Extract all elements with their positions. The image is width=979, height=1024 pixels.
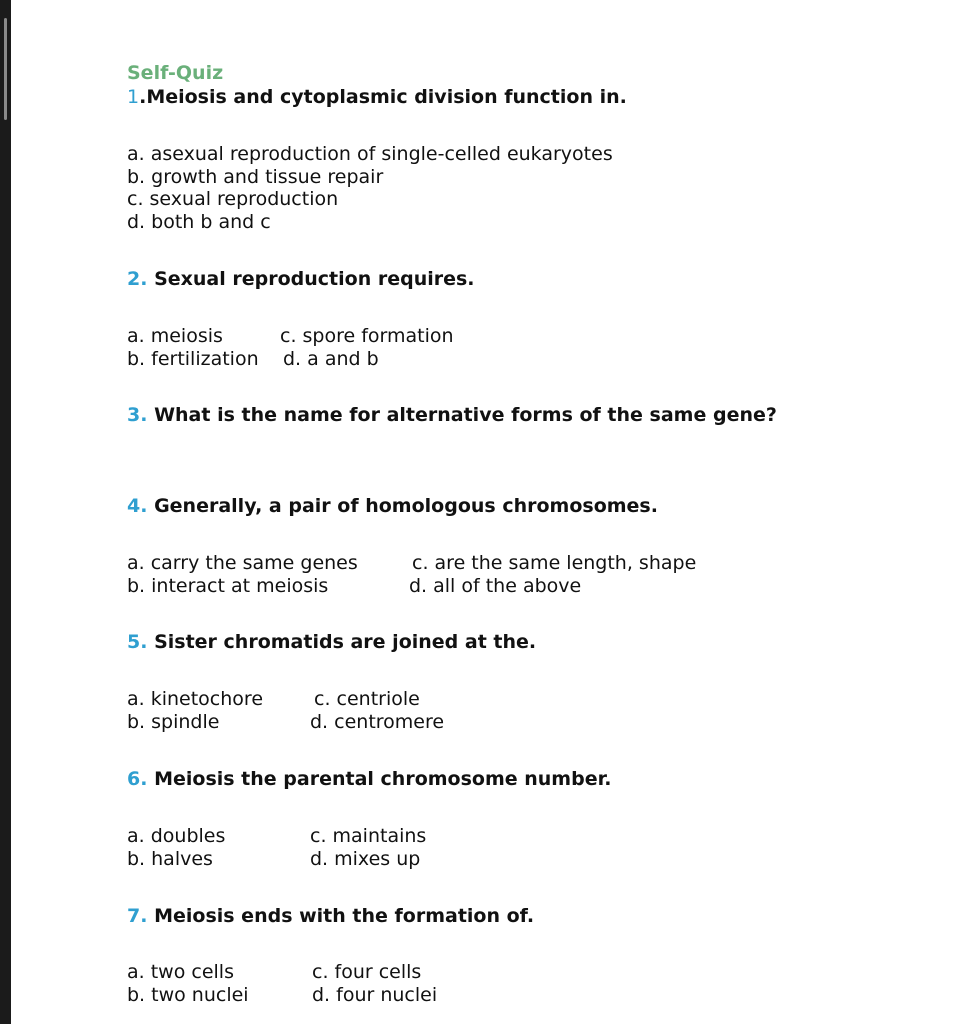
option: c. four cells	[312, 961, 422, 983]
option: b. spindle	[127, 710, 220, 733]
option: d. four nuclei	[312, 983, 438, 1006]
question-2	[127, 268, 475, 290]
option: a. doubles	[127, 825, 226, 847]
question-number: 1	[127, 86, 140, 108]
question-1	[127, 86, 627, 108]
question-text: Sexual reproduction requires.	[154, 268, 475, 290]
option: b. two nuclei	[127, 983, 249, 1006]
option: a. carry the same genes	[127, 552, 358, 574]
question-text: Meiosis the parental chromosome number.	[154, 768, 612, 790]
question-text: What is the name for alternative forms of the same gene?	[154, 404, 777, 426]
question-number: 4.	[127, 495, 148, 517]
question-3	[127, 404, 777, 426]
option: b. growth and tissue repair	[127, 165, 384, 188]
question-text: Meiosis and cytoplasmic division function in.	[146, 86, 627, 108]
option: a. asexual reproduction of single-celled eukaryotes	[127, 143, 613, 165]
question-number: 5.	[127, 631, 148, 653]
quiz-title: Self-Quiz	[127, 62, 224, 84]
question-1-options	[127, 143, 613, 233]
option: c. centriole	[314, 688, 420, 710]
question-5-options	[127, 688, 627, 733]
option: d. a and b	[283, 347, 379, 370]
question-7	[127, 905, 534, 927]
question-number: 6.	[127, 768, 148, 790]
option: c. sexual reproduction	[127, 188, 339, 210]
question-7-options	[127, 961, 627, 1006]
question-number: 7.	[127, 905, 148, 927]
question-6	[127, 768, 611, 790]
option: a. kinetochore	[127, 688, 264, 710]
scrollbar-thumb[interactable]	[4, 18, 7, 120]
left-scrollbar[interactable]	[0, 0, 11, 1024]
question-text: Generally, a pair of homologous chromosomes.	[154, 495, 658, 517]
question-2-options	[127, 325, 627, 370]
question-number: 3.	[127, 404, 148, 426]
option: a. two cells	[127, 961, 234, 983]
question-number-separator: .	[139, 86, 147, 108]
option: d. all of the above	[409, 574, 582, 597]
question-4	[127, 495, 658, 517]
option: b. halves	[127, 847, 213, 870]
question-6-options	[127, 825, 627, 870]
question-number: 2.	[127, 268, 148, 290]
question-text: Meiosis ends with the formation of.	[154, 905, 535, 927]
option: c. spore formation	[280, 325, 454, 347]
option: b. interact at meiosis	[127, 574, 329, 597]
question-text: Sister chromatids are joined at the.	[154, 631, 537, 653]
option: d. centromere	[310, 710, 445, 733]
option: d. mixes up	[310, 847, 421, 870]
option: c. are the same length, shape	[412, 552, 697, 574]
option: a. meiosis	[127, 325, 223, 347]
option: d. both b and c	[127, 210, 271, 233]
question-5	[127, 631, 536, 653]
question-4-options	[127, 552, 827, 597]
option: c. maintains	[310, 825, 427, 847]
option: b. fertilization	[127, 347, 259, 370]
